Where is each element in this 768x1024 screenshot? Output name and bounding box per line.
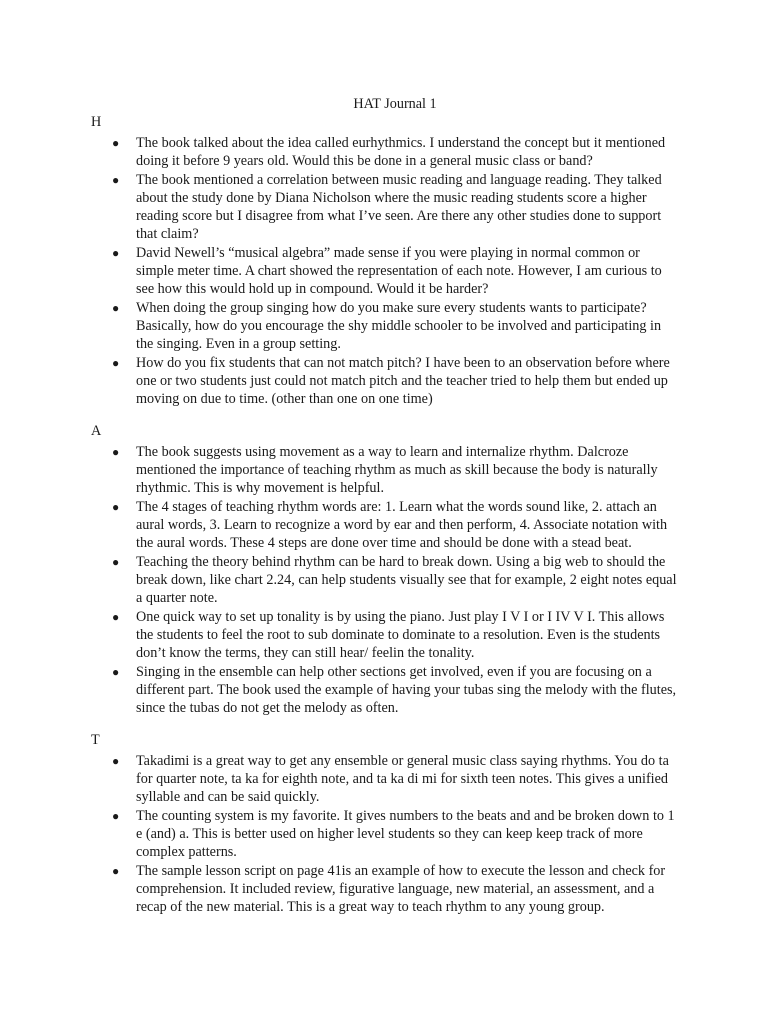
list-item-text: Teaching the theory behind rhythm can be hard to break down. Using a big web to should the break down, like chart 2.24, can help students visually see that for example, 2 eight notes equal a quarter note.	[136, 554, 677, 606]
section-t	[91, 731, 691, 917]
section-a	[91, 422, 691, 718]
bullet-icon: ●	[112, 665, 120, 679]
bullet-icon: ●	[112, 356, 120, 370]
list-item-text: Takadimi is a great way to get any ensemble or general music class saying rhythms. You do ta for quarter note, ta ka for eighth note, and ta ka di mi for sixth teen notes. This gives a unified syllable and can be said quickly.	[136, 753, 669, 805]
bullet-icon: ●	[112, 136, 120, 150]
list-item-text: The book suggests using movement as a way to learn and internalize rhythm. Dalcroze mentioned the importance of teaching rhythm as much as skill because the body is naturally rhythmic. This is why movement is helpful.	[136, 444, 658, 496]
list-item	[91, 443, 681, 497]
bullet-icon: ●	[112, 754, 120, 768]
bullet-icon: ●	[112, 864, 120, 878]
section-heading-h: H	[91, 114, 102, 130]
section-h	[91, 113, 691, 409]
list-item	[91, 134, 681, 170]
bullet-icon: ●	[112, 610, 120, 624]
list-item	[91, 299, 681, 353]
bullet-icon: ●	[112, 500, 120, 514]
bullet-icon: ●	[112, 246, 120, 260]
list-item	[91, 752, 681, 806]
bullet-icon: ●	[112, 809, 120, 823]
list-item-text: The sample lesson script on page 41is an example of how to execute the lesson and check for comprehension. It included review, figurative language, new material, an assessment, and a recap of the new material. This is a great way to teach rhythm to any young group.	[136, 863, 666, 915]
section-heading-t: T	[91, 732, 100, 748]
list-item-text: One quick way to set up tonality is by using the piano. Just play I V I or I IV V I. This allows the students to feel the root to sub dominate to dominate to a resolution. Even is the students don’t know the terms, they can still hear/ feelin the tonality.	[136, 609, 665, 661]
section-t-list	[91, 752, 691, 916]
list-item-text: The counting system is my favorite. It gives numbers to the beats and and be broken down to 1 e (and) a. This is better used on higher level students so they can keep keep track of more complex patterns.	[136, 808, 675, 860]
section-a-list	[91, 443, 691, 717]
bullet-icon: ●	[112, 173, 120, 187]
list-item	[91, 553, 681, 607]
list-item	[91, 498, 681, 552]
section-heading-a: A	[91, 423, 102, 439]
list-item	[91, 171, 681, 243]
list-item	[91, 608, 681, 662]
list-item	[91, 244, 681, 298]
list-item-text: When doing the group singing how do you make sure every students wants to participate? Basically, how do you encourage the shy middle schooler to be involved and participating in the singing. Even in a group setting.	[136, 300, 662, 352]
list-item	[91, 807, 681, 861]
document-title: HAT Journal 1	[353, 96, 437, 112]
list-item-text: David Newell’s “musical algebra” made sense if you were playing in normal common or simple meter time. A chart showed the representation of each note. However, I am curious to see how this would hold up in compound. Would it be harder?	[136, 245, 662, 297]
list-item	[91, 354, 681, 408]
list-item-text: The 4 stages of teaching rhythm words are: 1. Learn what the words sound like, 2. attach an aural words, 3. Learn to recognize a word by ear and then perform, 4. Associate notation with the aural words. These 4 steps are done over time and should be done with a stead beat.	[136, 499, 668, 551]
list-item-text: The book mentioned a correlation between music reading and language reading. They talked about the study done by Diana Nicholson where the music reading students score a higher reading score but I disagree from what I’ve seen. Are there any other studies done to support that claim?	[136, 172, 662, 242]
bullet-icon: ●	[112, 555, 120, 569]
section-h-list	[91, 134, 691, 408]
list-item	[91, 663, 681, 717]
bullet-icon: ●	[112, 301, 120, 315]
list-item-text: How do you fix students that can not match pitch? I have been to an observation before where one or two students just could not match pitch and the teacher tried to help them but ended up moving on due to time. (other than one on one time)	[136, 355, 670, 407]
list-item-text: Singing in the ensemble can help other sections get involved, even if you are focusing on a different part. The book used the example of having your tubas sing the melody with the flutes, since the tubas do not get the melody as often.	[136, 664, 677, 716]
list-item-text: The book talked about the idea called eurhythmics. I understand the concept but it mentioned doing it before 9 years old. Would this be done in a general music class or band?	[136, 135, 666, 169]
list-item	[91, 862, 681, 916]
bullet-icon: ●	[112, 445, 120, 459]
